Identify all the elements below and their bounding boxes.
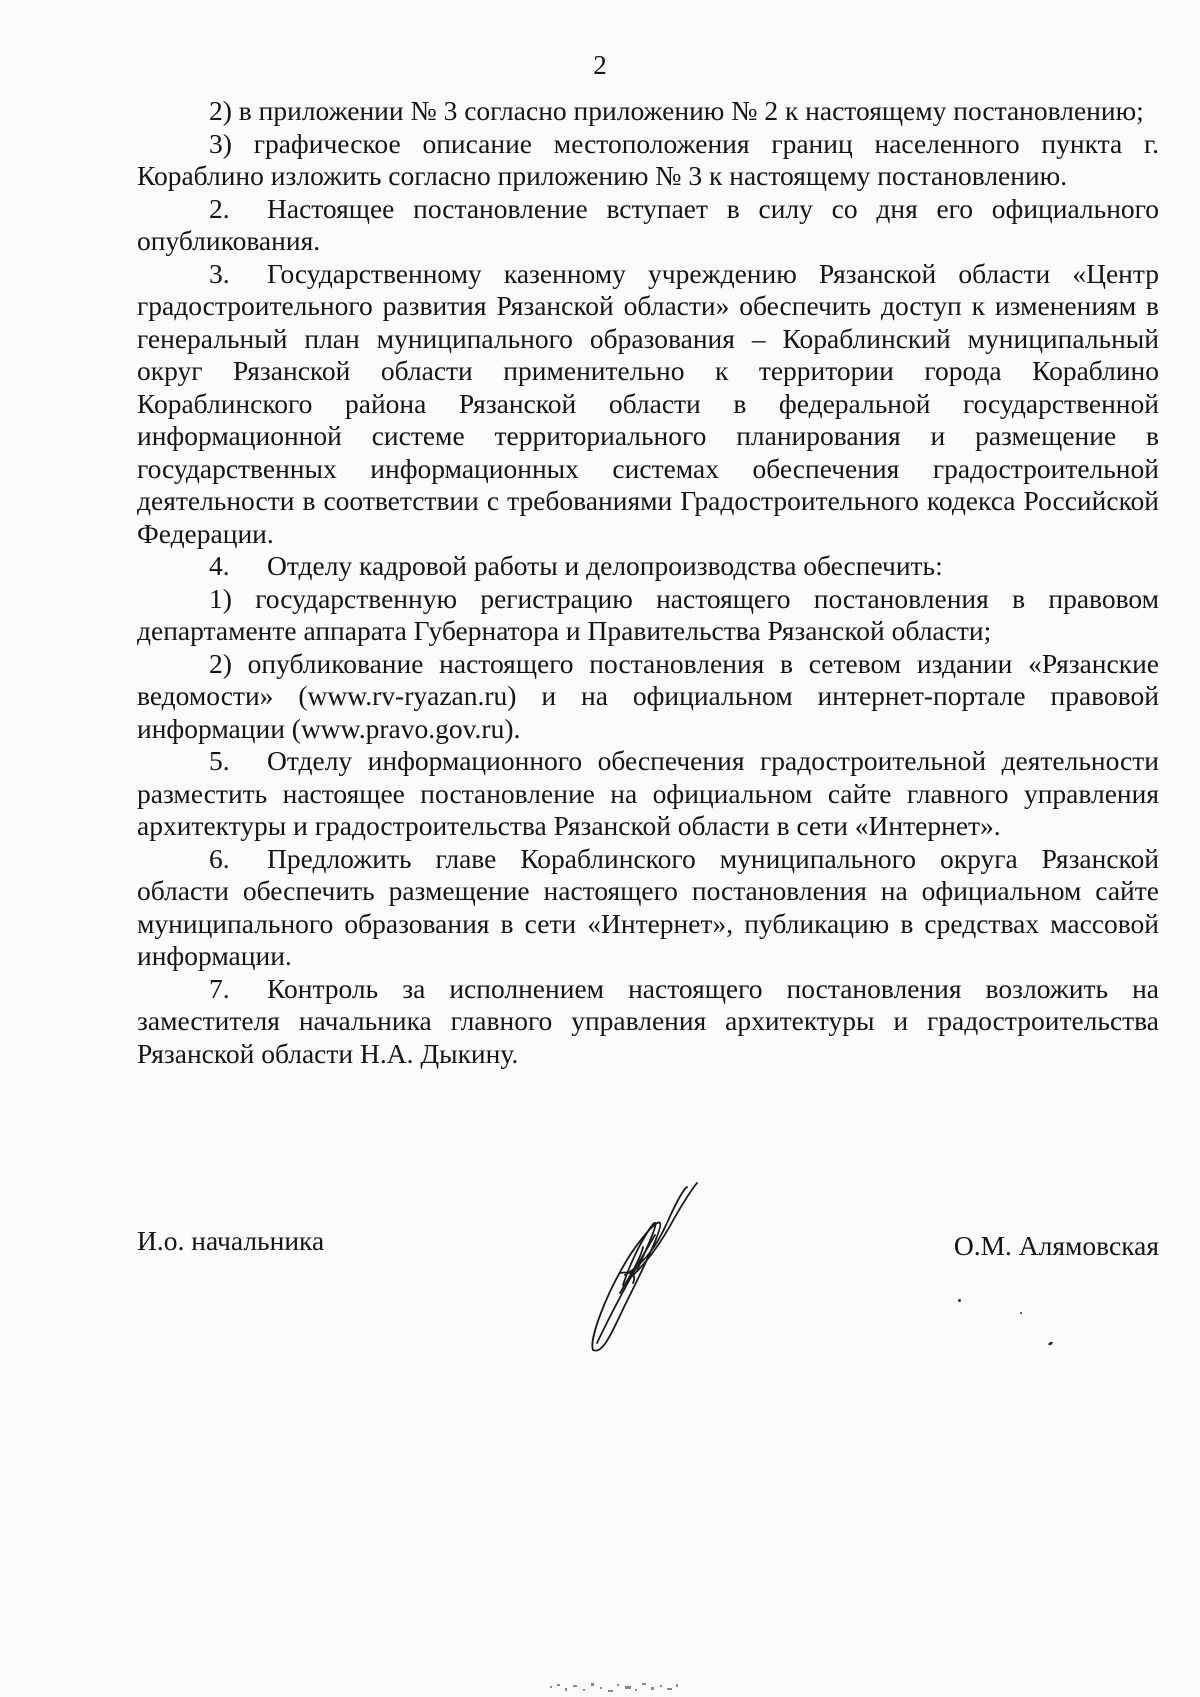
scan-noise xyxy=(545,1680,685,1697)
paragraph-4: 4. Отделу кадровой работы и делопроизводства обеспечить: xyxy=(209,550,943,581)
item-number: 2. xyxy=(209,192,230,224)
paragraph-1-2: 2) в приложении № 3 согласно приложению № 2 к настоящему постановлению; xyxy=(209,95,1144,126)
handwritten-signature xyxy=(585,1175,765,1360)
scan-speck xyxy=(1048,1341,1054,1346)
item-number: 3. xyxy=(209,257,230,289)
signatory-position: И.о. начальника xyxy=(137,1225,325,1256)
paragraph-4-2: 2) опубликование настоящего постановления в сетевом издании «Рязанские ведомости» (www.rv-ryazan.ru) и на официальном интернет-портале правовой информации (www.pravo.gov.ru). xyxy=(137,647,1159,744)
item-number: 6. xyxy=(209,842,230,874)
document-body xyxy=(137,95,1159,1070)
paragraph-6: 6. Предложить главе Кораблинского муниципального округа Рязанской области обеспечить размещение настоящего постановления на официальном сайте муниципального образования в сети «Интернет», публикацию в средствах массовой информации. xyxy=(137,842,1159,971)
signatory-name: О.М. Алямовская xyxy=(953,1230,1159,1261)
item-number: 4. xyxy=(209,550,230,581)
page-number: 2 xyxy=(593,50,607,80)
paragraph-3: 3. Государственному казенному учреждению Рязанской области «Центр градостроительного развития Рязанской области» обеспечить доступ к изменениям в генеральный план муниципального образования – Кораблинский муниципальный округ Рязанской области применительно к территории города Кораблино Кораблинского района Рязанской области в федеральной государственной информационной системе территориального планирования и размещение в государственных информационных системах обеспечения градостроительной деятельности в соответствии с требованиями Градостроительного кодекса Российской Федерации. xyxy=(137,257,1159,549)
paragraph-2: 2. Настоящее постановление вступает в силу со дня его официального опубликования. xyxy=(137,192,1159,256)
paragraph-5: 5. Отделу информационного обеспечения градостроительной деятельности разместить настоящее постановление на официальном сайте главного управления архитектуры и градостроительства Рязанской области в сети «Интернет». xyxy=(137,745,1159,841)
item-number: 7. xyxy=(209,972,230,1004)
paragraph-1-3: 3) графическое описание местоположения границ населенного пункта г. Кораблино изложить согласно приложению № 3 к настоящему постановлению. xyxy=(137,127,1159,191)
scan-speck xyxy=(1020,1312,1022,1314)
scan-speck xyxy=(958,1299,961,1302)
paragraph-7: 7. Контроль за исполнением настоящего постановления возложить на заместителя начальника главного управления архитектуры и градостроительства Рязанской области Н.А. Дыкину. xyxy=(137,972,1159,1069)
item-number: 5. xyxy=(209,745,230,776)
paragraph-4-1: 1) государственную регистрацию настоящего постановления в правовом департаменте аппарата Губернатора и Правительства Рязанской области; xyxy=(137,582,1159,646)
